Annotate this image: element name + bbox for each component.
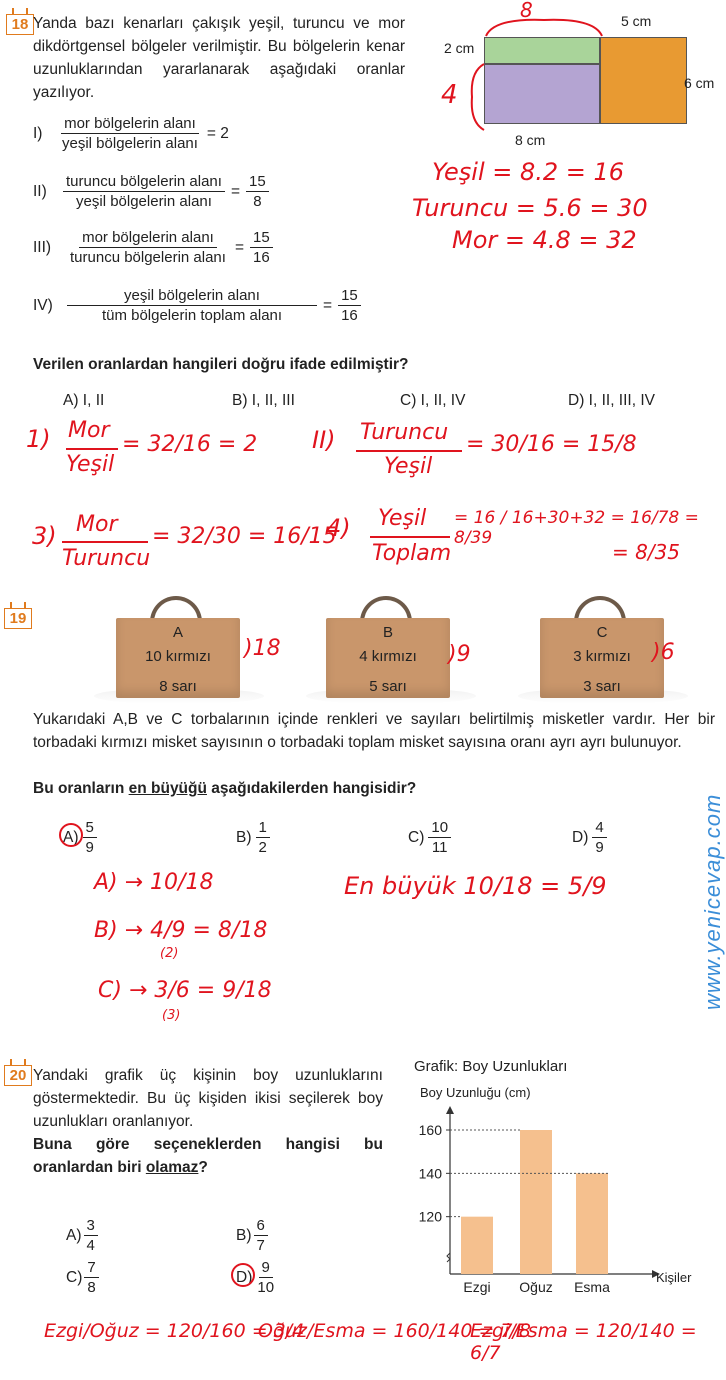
hw-q19-c-mult: (3) (162, 1008, 181, 1023)
bag-b-letter: B (382, 624, 393, 641)
q20-answer-circle (230, 1262, 256, 1288)
bag-b (326, 596, 450, 698)
hw-s4-bar (370, 536, 450, 538)
ratio-1-num: mor bölgelerin alanı (61, 114, 199, 134)
ratio-4-num: yeşil bölgelerin alanı (67, 286, 317, 306)
hw-s3-bar (62, 541, 148, 543)
bag-a-red: 10 kırmızı (145, 648, 211, 665)
ratio-4-value-num: 15 (338, 286, 361, 306)
q20-option-d-letter: D) (236, 1268, 253, 1286)
question-19-number: 19 (4, 608, 32, 629)
q20-option-c[interactable]: C) $\frac{7}{8}$ (66, 1258, 99, 1297)
hw-s4-den: Toplam (372, 541, 452, 566)
hw-s3-label: 3) (32, 522, 57, 550)
ratio-3-value (250, 228, 273, 267)
q18-option-a[interactable]: A) I, II (63, 392, 105, 409)
x-tick-label: Oğuz (519, 1279, 553, 1295)
hw-q20-1: Ezgi/Oğuz = 120/160 = 3/4 (44, 1320, 305, 1342)
ratio-4-den: tüm bölgelerin toplam alanı (101, 307, 283, 324)
x-tick-label: Esma (574, 1279, 610, 1295)
rectangles-figure (484, 37, 704, 127)
ratio-3-roman: III) (33, 238, 52, 256)
hw-q19-c: C) → 3/6 = 9/18 (98, 978, 272, 1003)
green-region (484, 37, 600, 64)
ratio-row-4: IV) $\frac{\text{yeşil bölgelerin alanı}}{\text{tüm bölgelerin toplam alanı}}$ = $\frac{15}{16}$ (33, 286, 361, 325)
bar-oğuz (520, 1130, 552, 1274)
brace-top-hw (484, 8, 604, 38)
ratio-row-1 (33, 114, 229, 153)
ratio-3-fraction (67, 228, 229, 267)
question-20-prompt: Buna göre seçeneklerden hangisi bu oranlardan biri olamaz? (33, 1136, 383, 1176)
ratio-1-fraction (59, 114, 201, 153)
bar-ezgi (461, 1217, 493, 1274)
q19-option-c-letter: C) (408, 828, 425, 846)
q19-option-c[interactable]: C) $\frac{10}{11}$ (408, 818, 451, 857)
q19-option-d[interactable]: D) $\frac{4}{9}$ (572, 818, 607, 857)
hw-q19-b-mult: (2) (160, 946, 179, 961)
ratio-2-value-den: 8 (253, 193, 262, 210)
bag-b-red: 4 kırmızı (359, 648, 417, 665)
ratio-3-num: mor bölgelerin alanı (79, 228, 217, 248)
chart-title: Grafik: Boy Uzunlukları (414, 1058, 568, 1075)
y-tick-label: 160 (418, 1122, 442, 1138)
x-tick-label: Ezgi (463, 1279, 491, 1295)
q20-option-b-letter: B) (236, 1226, 252, 1244)
question-20-number: 20 (4, 1065, 32, 1086)
hw-s4-num: Yeşil (378, 506, 427, 531)
ratio-2-fraction (63, 172, 225, 211)
q19-option-d-letter: D) (572, 828, 589, 846)
watermark: www.yenicevap.com (700, 793, 725, 1010)
q20-underlined: olamaz (145, 1159, 199, 1176)
hw-left-4: 4 (441, 80, 458, 110)
hw-q20-3: Ezgi/Esma = 120/140 = 6/7 (470, 1320, 697, 1364)
hw-yesil: Yeşil = 8.2 = 16 (432, 158, 625, 186)
purple-region (484, 64, 600, 124)
hw-q19-b: B) → 4/9 = 8/18 (94, 918, 268, 943)
bag-a (116, 596, 240, 698)
orange-region (600, 37, 687, 124)
q19-option-a-letter: A) (63, 828, 79, 846)
brace-left-hw (462, 62, 486, 132)
x-axis-label: Kişiler (656, 1270, 692, 1285)
q20-option-a[interactable]: A) $\frac{3}{4}$ (66, 1216, 98, 1255)
bag-b-yellow: 5 sarı (369, 678, 407, 695)
hw-s2-num: Turuncu (360, 420, 449, 445)
ratio-2-num: turuncu bölgelerin alanı (63, 172, 225, 192)
hw-s1-den: Yeşil (66, 452, 115, 477)
height-bar-chart (400, 1100, 720, 1310)
hw-s1-label: 1) (26, 425, 51, 453)
ratio-3-den: turuncu bölgelerin alanı (70, 249, 226, 266)
bag-a-letter: A (172, 624, 183, 641)
q19-option-b[interactable]: B) $\frac{1}{2}$ (236, 818, 270, 857)
hw-mor: Mor = 4.8 = 32 (452, 226, 637, 254)
question-20-text: Yandaki grafik üç kişinin boy uzunluklarını göstermektedir. Bu üç kişiden ikisi seçilerek boy uzunlukları oranlanıyor. (33, 1067, 383, 1130)
q20-option-c-letter: C) (66, 1268, 83, 1286)
q20-option-b[interactable]: B) $\frac{6}{7}$ (236, 1216, 268, 1255)
hw-turuncu: Turuncu = 5.6 = 30 (412, 194, 648, 222)
hw-s4-rest: = 16 / 16+30+32 = 16/78 = 8/39 (454, 508, 699, 548)
ratio-2-den: yeşil bölgelerin alanı (76, 193, 212, 210)
hw-s1-num: Mor (68, 418, 110, 443)
hw-s2-den: Yeşil (384, 454, 433, 479)
label-8cm: 8 cm (515, 132, 546, 148)
q18-option-d[interactable]: D) I, II, III, IV (568, 392, 655, 409)
bag-c-red: 3 kırmızı (573, 648, 631, 665)
hw-s4-label: 4) (326, 514, 351, 542)
ratio-2-value (246, 172, 269, 211)
q20-option-d[interactable]: D) $\frac{9}{10}$ (236, 1259, 275, 1296)
bar-esma (576, 1173, 608, 1274)
hw-q19-a: A) → 10/18 (94, 870, 214, 895)
hw-s2-bar (356, 450, 462, 452)
ratio-4-roman: IV) (33, 296, 53, 314)
ratio-1-den: yeşil bölgelerin alanı (62, 135, 198, 152)
hw-top-8: 8 (520, 0, 533, 22)
question-18-prompt: Verilen oranlardan hangileri doğru ifade edilmiştir? (33, 356, 409, 373)
ratio-4-value-den: 16 (341, 307, 358, 324)
hw-q20-2: Oğuz/Esma = 160/140 = 7/8 (258, 1320, 531, 1342)
q19-underlined: en büyüğü (128, 780, 207, 797)
question-18-number: 18 (6, 14, 34, 35)
question-18-intro: Yanda bazı kenarları çakışık yeşil, turuncu ve mor dikdörtgensel bölgeler verilmiştir. Bu bölgelerin kenar uzunluklarından yararlanarak aşağıdaki oranlar yazılıyor. (33, 15, 405, 101)
ratio-row-2: II) $\frac{\text{turuncu bölgelerin alanı}}{\text{yeşil bölgelerin alanı}}$ = $\frac{15}{8}$ (33, 172, 269, 211)
hw-s2-label: II) (312, 426, 336, 454)
ratio-4-value (338, 286, 361, 325)
label-6cm: 6 cm (684, 75, 715, 91)
label-5cm: 5 cm (621, 13, 652, 29)
hw-bag-b-note: )9 (448, 642, 471, 667)
bag-a-yellow: 8 sarı (159, 678, 197, 695)
bag-c-letter: C (596, 624, 608, 641)
label-2cm: 2 cm (444, 40, 475, 56)
ratio-3-value-num: 15 (250, 228, 273, 248)
hw-s2-rest: = 30/16 = 15/8 (466, 432, 637, 457)
q18-option-c[interactable]: C) I, II, IV (400, 392, 466, 409)
hw-bag-c-note: )6 (652, 640, 675, 665)
q20-option-a-letter: A) (66, 1226, 82, 1244)
ratio-row-3: III) $\frac{\text{mor bölgelerin alanı}}{\text{turuncu bölgelerin alanı}}$ = $\frac{15}{16}$ (33, 228, 273, 267)
q19-answer-circle (58, 822, 84, 848)
q19-option-a[interactable]: A) $\frac{5}{9}$ (63, 818, 97, 857)
y-tick-label: 140 (418, 1165, 442, 1182)
ratio-1-roman: I) (33, 124, 43, 142)
hw-s1-bar (66, 448, 118, 450)
question-19-text: Yukarıdaki A,B ve C torbalarının içinde renkleri ve sayıları belirtilmiş misketler vardır. Her bir torbadaki kırmızı misket sayısının o torbadaki toplam misket sayısına oranı ayrı ayrı bulunuyor. (33, 711, 715, 751)
hw-bag-a-note: )18 (244, 636, 281, 661)
q19-option-b-letter: B) (236, 828, 252, 846)
question-19-prompt: Bu oranların en büyüğü aşağıdakilerden hangisidir? (33, 780, 417, 797)
bag-c-yellow: 3 sarı (583, 678, 621, 695)
hw-s3-num: Mor (76, 512, 118, 537)
hw-s3-rest: = 32/30 = 16/15 (152, 524, 337, 549)
hw-q19-en-buyuk: En büyük 10/18 = 5/9 (344, 872, 607, 900)
chart-ylabel: Boy Uzunluğu (cm) (420, 1085, 531, 1100)
ratio-3-value-den: 16 (253, 249, 270, 266)
ratio-2-value-num: 15 (246, 172, 269, 192)
hw-s1-rest: = 32/16 = 2 (122, 432, 258, 457)
q18-option-b[interactable]: B) I, II, III (232, 392, 295, 409)
ratio-4-fraction (67, 286, 317, 325)
hw-s3-den: Turuncu (62, 546, 151, 571)
hw-s4-tail: = 8/35 (612, 540, 681, 564)
ratio-2-roman: II) (33, 182, 47, 200)
y-axis-arrow (446, 1106, 454, 1114)
ratio-1-value: = 2 (206, 124, 229, 142)
y-tick-label: 120 (418, 1208, 442, 1225)
bag-c (540, 596, 664, 698)
